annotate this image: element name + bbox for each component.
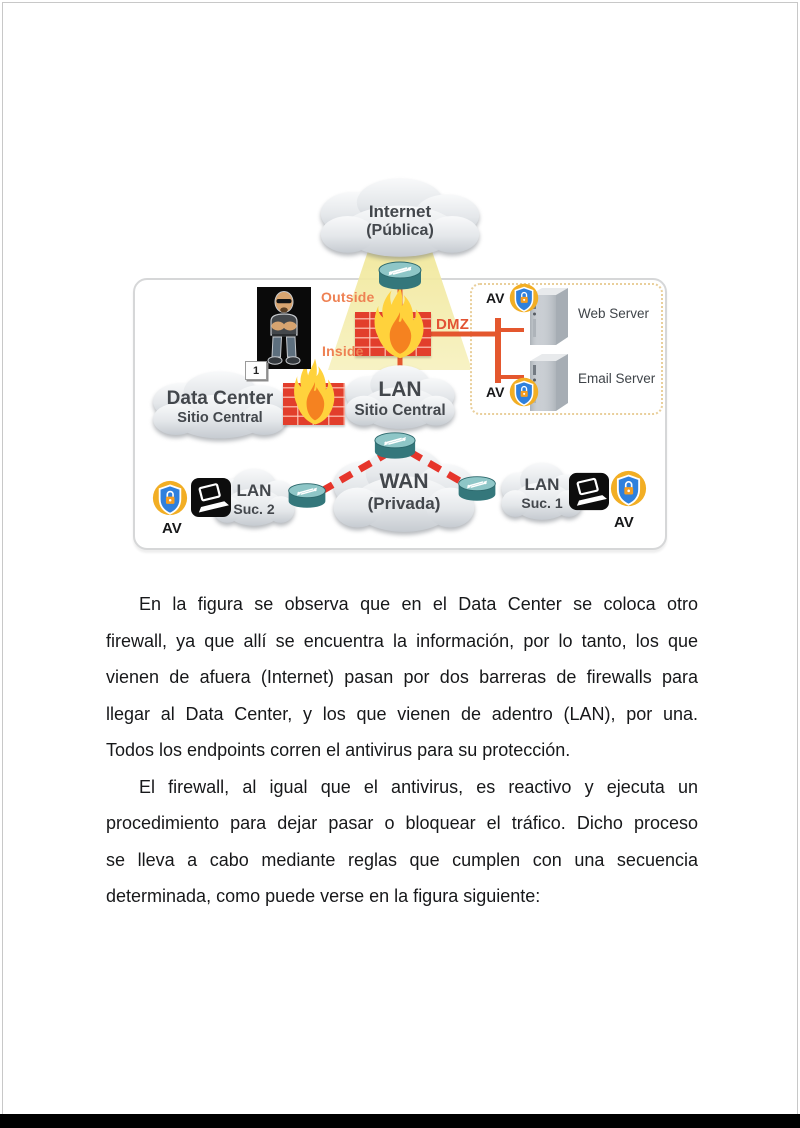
flame-icon xyxy=(372,285,428,361)
email-av-label: AV xyxy=(486,384,505,400)
text-line: se lleva a cabo mediante reglas que cumplen con una secuencia xyxy=(106,849,698,870)
router-icon xyxy=(376,259,424,292)
text-line: determinada, como puede verse en la figura siguiente: xyxy=(106,886,541,906)
data-center-label: Data Center xyxy=(166,387,274,409)
dmz-label: DMZ xyxy=(436,316,470,333)
text-line: procedimiento para dejar pasar o bloquear el tráfico. Dicho proceso xyxy=(106,813,698,833)
branch1-av-shield xyxy=(610,470,647,507)
data-center-cloud xyxy=(144,366,296,448)
lan-suc2-label: LAN xyxy=(236,481,272,501)
internet-cloud-sublabel: (Pública) xyxy=(366,221,434,239)
router-icon xyxy=(372,430,418,461)
inside-label: Inside xyxy=(322,343,364,359)
branch1-laptop xyxy=(568,472,610,511)
email-av-shield xyxy=(509,377,539,407)
text-line: Todos los endpoints corren el antivirus para su protección. xyxy=(106,740,571,760)
lan-central-cloud xyxy=(338,360,462,438)
lan-suc1-label: LAN xyxy=(524,475,560,495)
perimeter-firewall-flame xyxy=(372,285,428,361)
cloud-icon xyxy=(338,360,462,438)
text-line: En la figura se observa que en el Data Center se coloca otro xyxy=(139,594,698,614)
web-server-label: Web Server xyxy=(578,306,650,321)
bottom-black-bar xyxy=(0,1114,800,1128)
av-shield-lock-icon xyxy=(509,283,539,313)
router-icon xyxy=(286,481,328,510)
internet-cloud xyxy=(310,172,490,268)
laptop-icon xyxy=(190,477,232,518)
text-line: El firewall, al igual que el antivirus, es reactivo y ejecuta un xyxy=(139,776,698,797)
branch1-router xyxy=(456,474,498,503)
branch2-av-shield xyxy=(152,480,188,516)
lan-central-sublabel: Sitio Central xyxy=(354,402,446,420)
text-line: firewall, ya que allí se encuentra la información, por lo tanto, los que xyxy=(106,630,698,651)
wan-sublabel: (Privada) xyxy=(367,494,441,514)
internet-cloud-label: Internet xyxy=(368,202,432,222)
av-shield-lock-icon xyxy=(509,377,539,407)
lan-central-label: LAN xyxy=(378,378,422,402)
text-line: vienen de afuera (Internet) pasan por dos barreras de firewalls para xyxy=(106,667,698,687)
text-line: llegar al Data Center, y los que vienen de adentro (LAN), por una. xyxy=(106,703,698,724)
cloud-icon xyxy=(144,366,296,448)
branch2-router xyxy=(286,481,328,510)
central-router xyxy=(372,430,418,461)
paragraph-2 xyxy=(106,769,698,915)
router-icon xyxy=(456,474,498,503)
callout-badge-1: 1 xyxy=(245,361,267,380)
data-center-sublabel: Sitio Central xyxy=(177,409,263,426)
lan-suc2-sublabel: Suc. 2 xyxy=(233,500,275,517)
internet-router xyxy=(376,259,424,292)
page-border xyxy=(2,2,798,1115)
laptop-icon xyxy=(568,472,610,511)
web-av-label: AV xyxy=(486,290,505,306)
paragraph-1 xyxy=(106,586,698,769)
email-server-label: Email Server xyxy=(578,371,656,386)
av-shield-lock-icon xyxy=(610,470,647,507)
web-av-shield xyxy=(509,283,539,313)
outside-label: Outside xyxy=(321,289,375,305)
branch2-laptop xyxy=(190,477,232,518)
wan-label: WAN xyxy=(379,470,429,494)
body-text xyxy=(106,586,698,915)
hacker-image xyxy=(257,287,311,369)
branch1-av-label: AV xyxy=(614,514,634,531)
branch2-av-label: AV xyxy=(162,520,182,537)
hacker-figure-icon xyxy=(257,287,311,369)
av-shield-lock-icon xyxy=(152,480,188,516)
lan-suc1-sublabel: Suc. 1 xyxy=(521,494,563,511)
cloud-icon xyxy=(310,172,490,268)
